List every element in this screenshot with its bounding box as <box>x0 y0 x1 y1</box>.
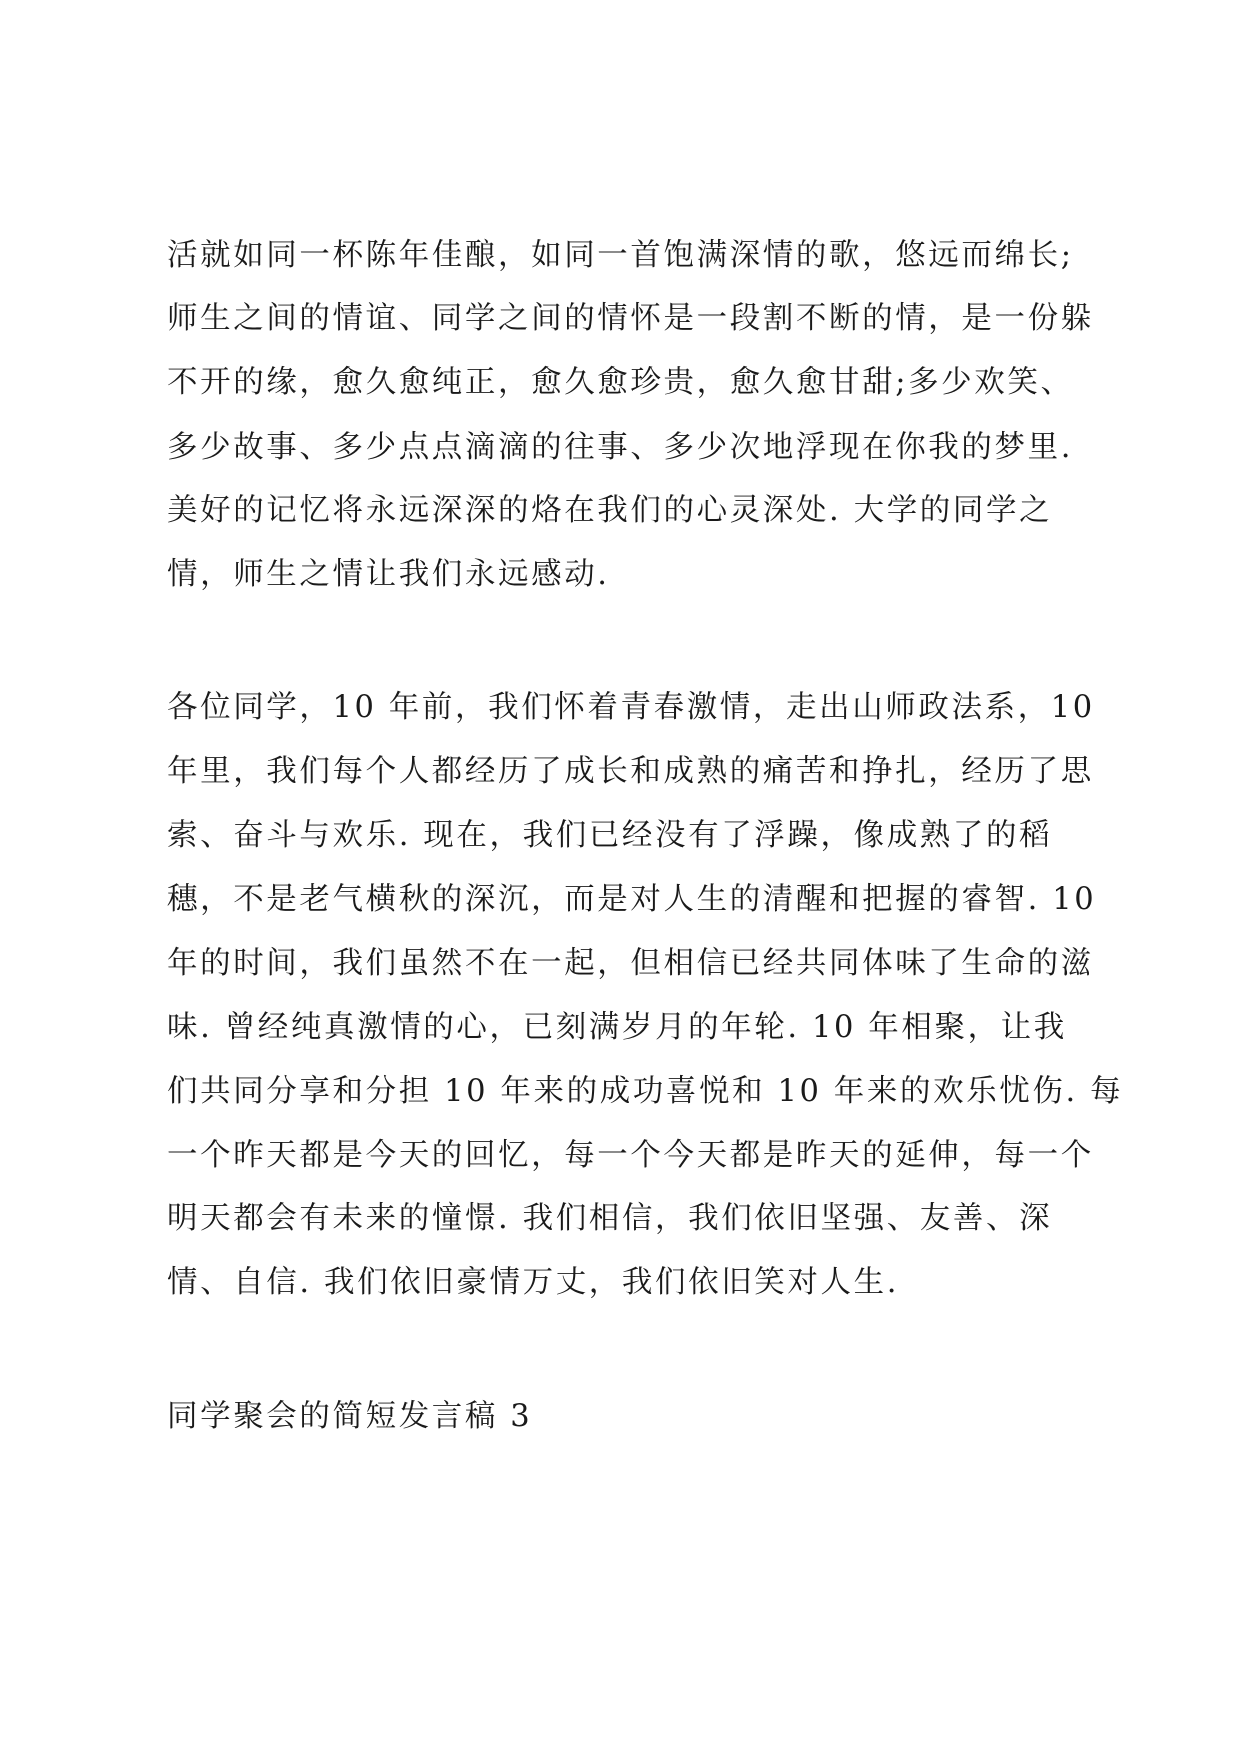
paragraph-line: 各位同学，10 年前，我们怀着青春激情，走出山师政法系，10 <box>167 690 1095 725</box>
paragraph-line: 情，师生之情让我们永远感动. <box>167 557 610 592</box>
paragraph-line: 明天都会有未来的憧憬. 我们相信，我们依旧坚强、友善、深 <box>167 1201 1053 1236</box>
paragraph-line: 索、奋斗与欢乐. 现在，我们已经没有了浮躁，像成熟了的稻 <box>167 818 1053 853</box>
paragraph-line: 一个昨天都是今天的回忆，每一个今天都是昨天的延伸，每一个 <box>167 1138 1094 1173</box>
paragraph-line: 美好的记忆将永远深深的烙在我们的心灵深处. 大学的同学之 <box>167 493 1053 528</box>
paragraph-line: 年的时间，我们虽然不在一起，但相信已经共同体味了生命的滋 <box>167 946 1094 981</box>
paragraph-line: 年里，我们每个人都经历了成长和成熟的痛苦和挣扎，经历了思 <box>167 754 1094 789</box>
paragraph-line: 多少故事、多少点点滴滴的往事、多少次地浮现在你我的梦里. <box>167 430 1073 465</box>
paragraph-line: 活就如同一杯陈年佳酿，如同一首饱满深情的歌，悠远而绵长; <box>167 238 1074 273</box>
paragraph-line: 不开的缘，愈久愈纯正，愈久愈珍贵，愈久愈甘甜;多少欢笑、 <box>167 365 1074 400</box>
paragraph-line: 师生之间的情谊、同学之间的情怀是一段割不断的情，是一份躲 <box>167 301 1094 336</box>
paragraph-line: 味. 曾经纯真激情的心，已刻满岁月的年轮. 10 年相聚，让我 <box>167 1010 1067 1045</box>
section-heading: 同学聚会的简短发言稿 3 <box>167 1399 533 1434</box>
paragraph-line: 穗，不是老气横秋的深沉，而是对人生的清醒和把握的睿智. 10 <box>167 882 1097 917</box>
paragraph-line: 情、自信. 我们依旧豪情万丈，我们依旧笑对人生. <box>167 1265 899 1300</box>
paragraph-line: 们共同分享和分担 10 年来的成功喜悦和 10 年来的欢乐忧伤. 每 <box>167 1074 1124 1109</box>
